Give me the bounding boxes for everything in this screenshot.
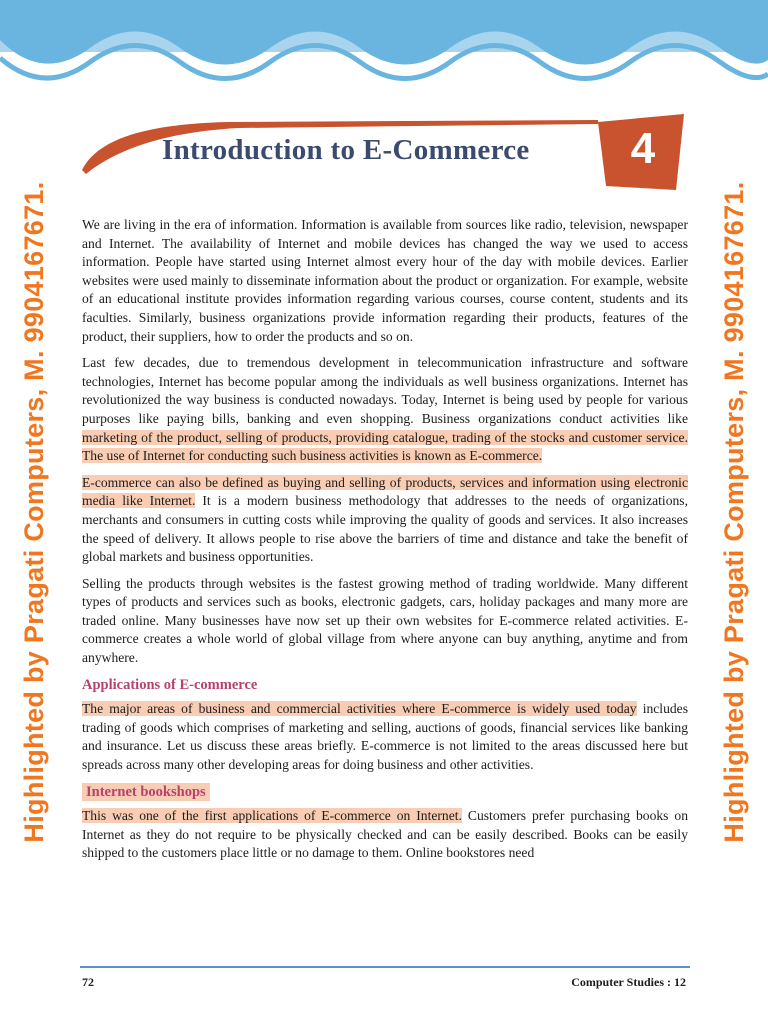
section-heading-bookshops: Internet bookshops <box>82 783 210 802</box>
paragraph-1: We are living in the era of information. Information is available from sources like radio, television, newspaper and Internet. The availability of Internet and mobile devices has changed the way we used to access information. People have started using Internet almost every hour of the day with mobile devices. Earlier websites were used mainly to disseminate information about the product or organization. For example, website of an educational institute provides information regarding various courses, course content, students and its faculties. Similarly, business organizations provide information regarding their products, features of the product, their suppliers, how to order the products and so on. <box>82 217 688 344</box>
paragraph-6-highlight: This was one of the first applications of E-commerce on Internet. <box>82 808 462 824</box>
paragraph-2-text: Last few decades, due to tremendous development in telecommunication infrastructure and software technologies, Internet has become popular among the individuals as well business organizations. Internet has revolutionized the way business is conducted nowadays. Today, Internet is being used by people for various purposes like paying bills, banking and even shopping. Business organizations conduct activities like <box>82 355 688 426</box>
page-number: 72 <box>82 975 94 989</box>
footer-divider <box>80 966 690 968</box>
paragraph-6 <box>82 807 688 863</box>
paragraph-6-text: Customers prefer purchasing books on Internet as they do not require to be physically checked and can be easily described. Books can be easily shipped to the customers place little or no damage to them. Online bookstores need <box>82 808 689 861</box>
paragraph-2 <box>82 354 688 466</box>
chapter-title: Introduction to E-Commerce <box>162 134 530 166</box>
chapter-number: 4 <box>630 124 656 173</box>
paragraph-5-text: includes trading of goods which comprises of marketing and selling, auctions of goods, financial services like banking and insurance. Let us discuss these areas briefly. E-commerce is not limited to the areas discussed here but spreads across many other developing areas for doing business and other activities. <box>82 701 688 773</box>
paragraph-5 <box>82 700 688 774</box>
paragraph-3 <box>82 474 688 567</box>
left-watermark-text: Highlighted by Pragati Computers, M. 9904167671. <box>19 181 49 843</box>
right-watermark <box>714 128 754 896</box>
chapter-header <box>78 108 698 188</box>
section-heading-applications: Applications of E-commerce <box>82 676 258 693</box>
book-title: Computer Studies : 12 <box>571 975 686 989</box>
page-content <box>82 216 688 871</box>
paragraph-4: Selling the products through websites is the fastest growing method of trading worldwide. Many different types of products and services such as books, electronic gadgets, cars, holiday packages and many more are traded online. Many businesses have now set up their own websites for E-commerce related activities. E-commerce creates a whole world of global village from where anyone can buy anything, anytime and from anywhere. <box>82 575 688 666</box>
left-watermark <box>14 128 54 896</box>
paragraph-5-highlight: The major areas of business and commercial activities where E-commerce is widely used today <box>82 701 637 717</box>
paragraph-3-text: It is a modern business methodology that addresses to the needs of organizations, merchants and consumers in cutting costs while improving the quality of goods and services. It also increases the speed of delivery. It allows people to rise above the barriers of time and distance and take the benefit of global markets and business opportunities. <box>82 493 688 565</box>
paragraph-3-highlight: E-commerce can also be defined as buying and selling of products, services and information using electronic media like Internet. <box>82 474 688 509</box>
top-wave-banner <box>0 0 768 90</box>
right-watermark-text: Highlighted by Pragati Computers, M. 9904167671. <box>719 181 749 843</box>
paragraph-2-highlight: marketing of the product, selling of products, providing catalogue, trading of the stocks and customer service. The use of Internet for conducting such business activities is known as E-commerce. <box>82 429 688 464</box>
